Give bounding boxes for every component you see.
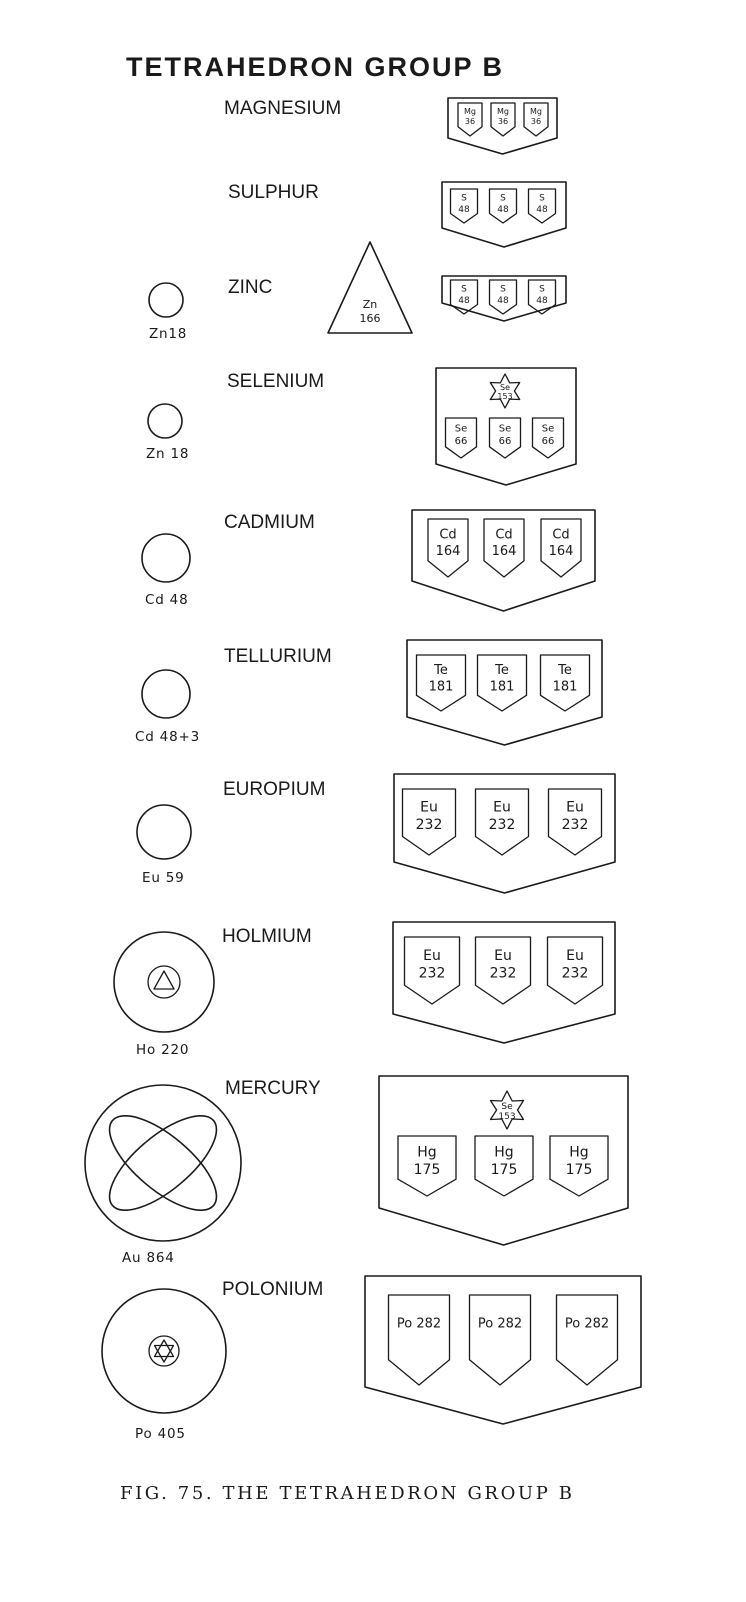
shield-symbol: Mg	[497, 107, 509, 117]
selenium-sphere-label: Zn 18	[146, 446, 190, 462]
cadmium-sphere-label: Cd 48	[145, 592, 189, 608]
element-name-europium: EUROPIUM	[223, 779, 326, 800]
shield-number: 36	[497, 117, 509, 127]
selenium-sphere	[148, 404, 182, 438]
polonium-group	[365, 1276, 641, 1424]
polonium-diagram-label: Po 405	[135, 1426, 186, 1442]
shield-label: Po 282	[564, 1316, 610, 1332]
shield	[476, 789, 529, 855]
shield-symbol: Eu	[566, 947, 584, 964]
europium-sphere	[137, 805, 191, 859]
figure-caption: FIG. 75. THE TETRAHEDRON GROUP B	[120, 1483, 575, 1504]
star-number: 153	[497, 392, 513, 401]
shield-number: 48	[497, 204, 509, 215]
shield-symbol: Te	[495, 663, 509, 679]
shield	[490, 189, 517, 223]
shield	[417, 655, 466, 711]
shield-symbol: S	[539, 284, 545, 295]
shield-symbol: Eu	[494, 947, 512, 964]
shield-number: 175	[565, 1161, 593, 1178]
group-container-outline	[393, 922, 615, 1043]
zinc-sphere	[149, 283, 183, 317]
shield-symbol: Cd	[552, 527, 570, 543]
shield-symbol: S	[539, 193, 545, 204]
europium-group	[394, 774, 615, 893]
group-container-outline	[394, 774, 615, 893]
shield	[491, 103, 515, 136]
polonium-hexagram-icon	[155, 1346, 174, 1363]
shield-symbol: Eu	[423, 947, 441, 964]
shield-number: 232	[418, 965, 446, 982]
shield	[550, 1136, 608, 1196]
element-name-tellurium: TELLURIUM	[224, 646, 332, 667]
shield	[389, 1295, 450, 1385]
shield-number: 36	[464, 117, 476, 127]
mercury-group	[379, 1076, 628, 1245]
shield-number: 232	[489, 965, 517, 982]
shield-symbol: Se	[454, 423, 468, 435]
holmium-diagram-label: Ho 220	[136, 1042, 190, 1058]
shield-symbol: Cd	[495, 527, 513, 543]
shield-symbol: S	[500, 284, 506, 295]
shield-symbol: Mg	[530, 107, 542, 117]
shield-label: Po 282	[477, 1316, 523, 1332]
element-name-selenium: SELENIUM	[227, 371, 325, 392]
figure-heading: TETRAHEDRON GROUP B	[126, 52, 505, 82]
element-name-holmium: HOLMIUM	[222, 926, 312, 947]
star-symbol: Se	[501, 1102, 513, 1112]
element-name-sulphur: SULPHUR	[228, 182, 319, 203]
shield-symbol: Te	[558, 663, 572, 679]
shield	[458, 103, 482, 136]
cadmium-sphere	[142, 534, 190, 582]
shield-number: 48	[497, 295, 509, 306]
shield	[529, 189, 556, 223]
shield-number: 164	[548, 543, 574, 559]
star-symbol: Se	[500, 383, 510, 392]
shield	[548, 937, 603, 1004]
element-group-shapes	[362, 98, 641, 1424]
shield-symbol: S	[500, 193, 506, 204]
shield	[533, 418, 564, 458]
shield-symbol: Se	[498, 423, 512, 435]
mercury-diagram	[85, 1085, 241, 1241]
shield-symbol: Hg	[417, 1144, 437, 1161]
star-number: 153	[498, 1112, 516, 1122]
tellurium-sphere-label: Cd 48+3	[135, 729, 200, 745]
shield-symbol: Hg	[569, 1144, 589, 1161]
group-container-outline	[412, 510, 595, 611]
shield-number: 232	[561, 965, 589, 982]
shield-label: Po 282	[396, 1316, 442, 1332]
shield	[446, 418, 477, 458]
shield-number: 181	[489, 679, 515, 695]
shield	[484, 519, 524, 577]
zinc-tetrahedron-triangle	[328, 242, 412, 333]
shield-number: 48	[536, 295, 548, 306]
shield	[490, 418, 521, 458]
shield-number: 36	[530, 117, 542, 127]
shield	[549, 789, 602, 855]
tellurium-group	[407, 640, 602, 745]
shield-symbol: Te	[434, 663, 448, 679]
shield-number: 48	[458, 204, 470, 215]
shield-number: 232	[561, 816, 589, 833]
magnesium-group	[448, 98, 557, 154]
shield-number: 164	[491, 543, 517, 559]
holmium-group	[393, 922, 615, 1043]
shield-outline	[557, 1295, 618, 1385]
element-name-polonium: POLONIUM	[222, 1279, 324, 1300]
polonium-hexagram-icon	[155, 1340, 174, 1357]
shield-number: 66	[498, 436, 512, 448]
zinc-sphere-label: Zn18	[149, 326, 188, 342]
shield	[557, 1295, 618, 1385]
shield	[490, 280, 517, 314]
shield	[541, 519, 581, 577]
polonium-diagram	[102, 1289, 226, 1413]
triangle-number: 166	[359, 312, 381, 325]
shield	[405, 937, 460, 1004]
mercury-outer-circle	[85, 1085, 241, 1241]
shield-symbol: Mg	[464, 107, 476, 117]
shield	[475, 1136, 533, 1196]
element-name-zinc: ZINC	[228, 277, 273, 298]
holmium-diagram	[114, 932, 214, 1032]
holmium-outer-circle	[114, 932, 214, 1032]
shield	[398, 1136, 456, 1196]
shield-number: 181	[552, 679, 578, 695]
shield-symbol: Eu	[566, 799, 584, 816]
shield-symbol: S	[461, 193, 467, 204]
polonium-outer-circle	[102, 1289, 226, 1413]
shield	[478, 655, 527, 711]
shield-symbol: Eu	[420, 799, 438, 816]
shield-number: 66	[454, 436, 468, 448]
element-name-cadmium: CADMIUM	[224, 512, 315, 533]
shield-number: 232	[488, 816, 516, 833]
zinc-group	[442, 276, 566, 321]
shield-number: 232	[415, 816, 443, 833]
element-name-mercury: MERCURY	[225, 1078, 321, 1099]
cadmium-group	[412, 510, 595, 611]
shield	[529, 280, 556, 314]
shield-number: 48	[536, 204, 548, 215]
shield	[541, 655, 590, 711]
mercury-diagram-label: Au 864	[122, 1250, 175, 1266]
group-container-outline	[365, 1276, 641, 1424]
shield	[524, 103, 548, 136]
shield	[476, 937, 531, 1004]
shield-number: 66	[541, 436, 555, 448]
sulphur-group	[442, 182, 566, 247]
europium-sphere-label: Eu 59	[142, 870, 185, 886]
shield-number: 181	[428, 679, 454, 695]
shield-symbol: Hg	[494, 1144, 514, 1161]
shield-number: 175	[413, 1161, 441, 1178]
triangle-symbol: Zn	[362, 298, 378, 311]
shield	[403, 789, 456, 855]
shield	[470, 1295, 531, 1385]
shield	[428, 519, 468, 577]
holmium-triangle-icon	[154, 971, 174, 989]
selenium-group	[436, 368, 576, 485]
element-name-magnesium: MAGNESIUM	[224, 98, 342, 119]
shield-symbol: Cd	[439, 527, 457, 543]
shield-symbol: Se	[541, 423, 555, 435]
shield-outline	[389, 1295, 450, 1385]
shield-number: 164	[435, 543, 461, 559]
shield-number: 175	[490, 1161, 518, 1178]
shield-number: 48	[458, 295, 470, 306]
shield	[451, 189, 478, 223]
shield-symbol: Eu	[493, 799, 511, 816]
tellurium-sphere	[142, 670, 190, 718]
shield-symbol: S	[461, 284, 467, 295]
shield-outline	[470, 1295, 531, 1385]
